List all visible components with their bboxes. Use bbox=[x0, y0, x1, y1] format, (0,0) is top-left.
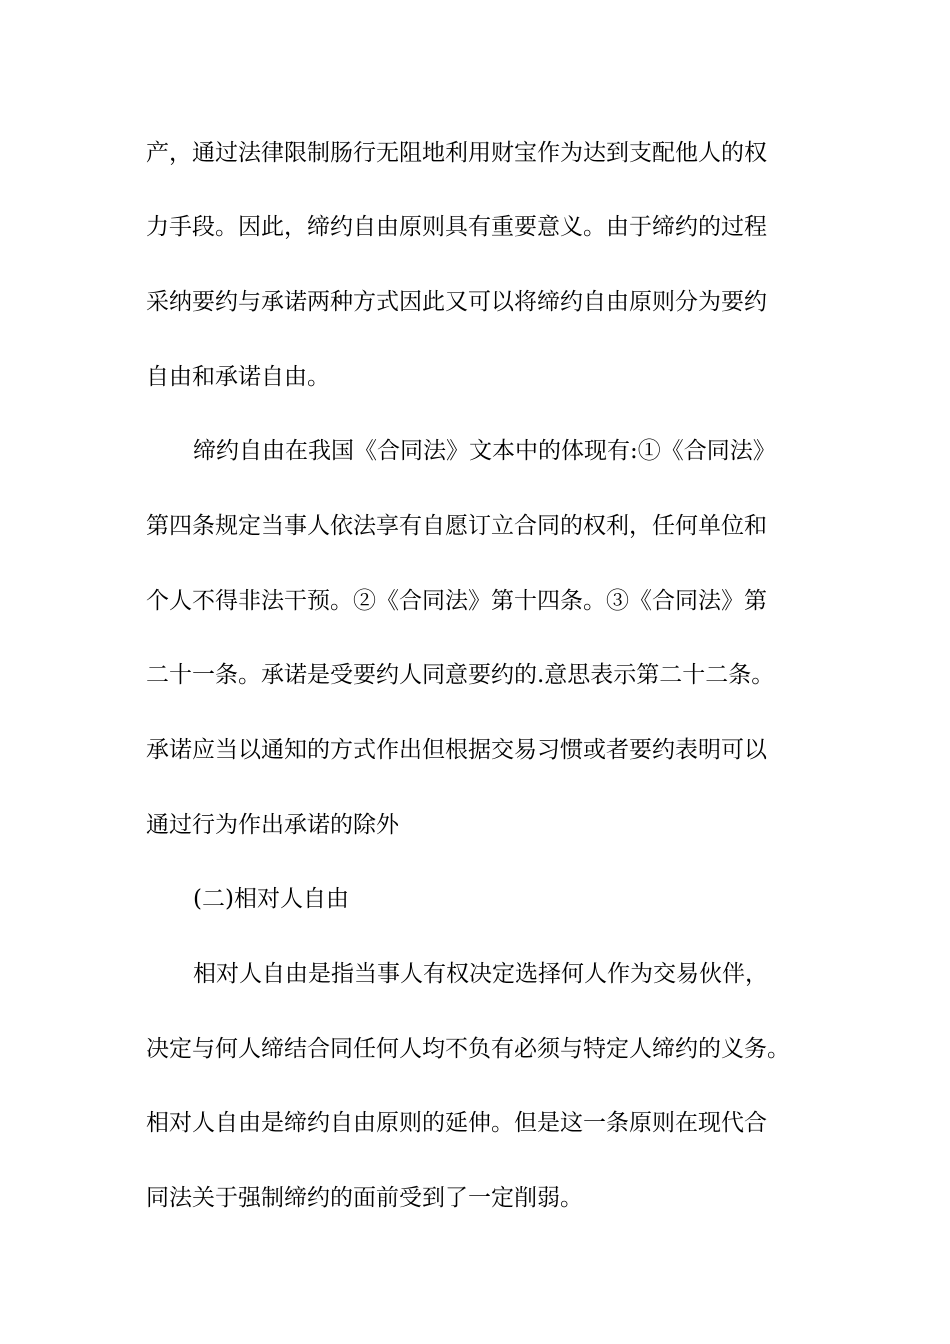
text-line: 通过行为作出承诺的除外 bbox=[146, 812, 399, 838]
text-line: 第四条规定当事人依法享有自愿订立合同的权利，任何单位和 bbox=[146, 513, 767, 539]
text-line: 采纳要约与承诺两种方式因此又可以将缔约自由原则分为要约 bbox=[146, 289, 767, 315]
text-line: 自由和承诺自由。 bbox=[146, 364, 330, 390]
text-line: 个人不得非法干预。②《合同法》第十四条。③《合同法》第 bbox=[146, 588, 767, 614]
text-line: 同法关于强制缔约的面前受到了一定削弱。 bbox=[146, 1185, 583, 1211]
text-line: 二十一条。承诺是受要约人同意要约的.意思表示第二十二条。 bbox=[146, 662, 775, 688]
text-line: 力手段。因此，缔约自由原则具有重要意义。由于缔约的过程 bbox=[146, 214, 767, 240]
text-line: 决定与何人缔结合同任何人均不负有必须与特定人缔约的义务。 bbox=[146, 1036, 790, 1062]
paragraph-first-line: 相对人自由是指当事人有权决定选择何人作为交易伙伴， bbox=[193, 961, 768, 987]
text-line: 产，通过法律限制肠行无阻地利用财宝作为达到支配他人的权 bbox=[146, 140, 767, 166]
section-heading: (二)相对人自由 bbox=[193, 886, 349, 912]
paragraph-first-line: 缔约自由在我国《合同法》文本中的体现有:①《合同法》 bbox=[193, 438, 776, 464]
text-line: 相对人自由是缔约自由原则的延伸。但是这一条原则在现代合 bbox=[146, 1110, 767, 1136]
text-line: 承诺应当以通知的方式作出但根据交易习惯或者要约表明可以 bbox=[146, 737, 767, 763]
